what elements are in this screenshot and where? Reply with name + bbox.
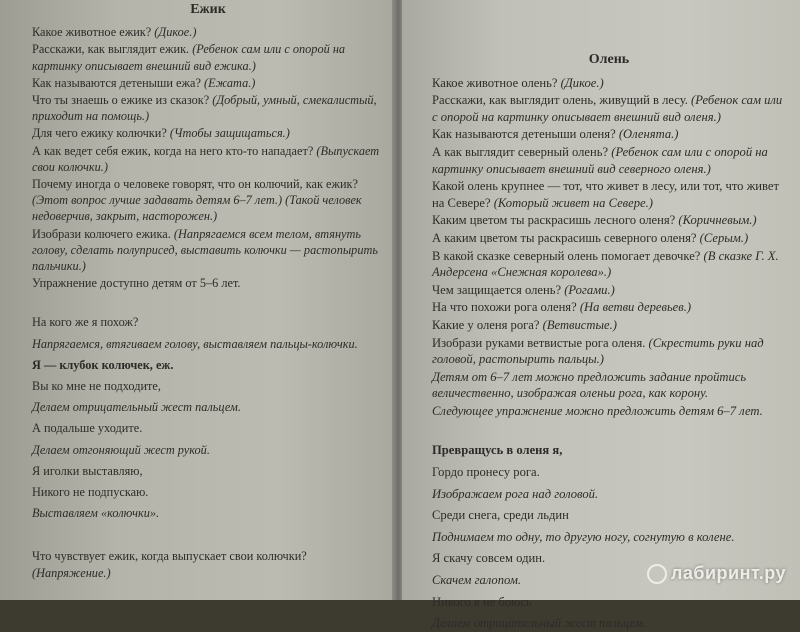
italic-text: Делаем отрицательный жест пальцем. bbox=[432, 616, 646, 631]
italic-text: (Дикое.) bbox=[560, 75, 604, 90]
question-text: Я скачу совсем один. bbox=[432, 551, 546, 566]
italic-text: (Этот вопрос лучше задавать детям 6–7 лет.) (Такой человек недоверчив, закрыт, насторожен.) bbox=[32, 193, 362, 224]
question-text: А как ведет себя ежик, когда на него кто-то нападает? bbox=[32, 143, 317, 158]
italic-text: (Который живет на Севере.) bbox=[493, 195, 653, 210]
italic-text: (Чтобы защищаться.) bbox=[169, 126, 290, 141]
question-text: А каким цветом ты раскрасишь северного оленя? bbox=[432, 230, 700, 245]
question-text: Изобрази колючего ежика. bbox=[32, 226, 174, 241]
text-line bbox=[32, 125, 384, 141]
question-text: Как называются детеныши ежа? bbox=[32, 75, 205, 90]
right-page bbox=[402, 0, 800, 631]
italic-text: Изображаем рога над головой. bbox=[432, 486, 599, 501]
left-page bbox=[0, 0, 396, 600]
text-line bbox=[32, 176, 384, 225]
text-line bbox=[432, 486, 786, 503]
text-line bbox=[32, 463, 384, 479]
italic-text: (Скрестить руки над головой, растопырить пальцы.) bbox=[432, 335, 764, 367]
question-text: На кого же я похож? bbox=[32, 315, 139, 330]
question-text: Я иголки выставляю, bbox=[32, 463, 143, 478]
italic-text: (На ветви деревьев.) bbox=[579, 300, 692, 315]
question-text: Каким цветом ты раскрасишь лесного оленя? bbox=[432, 213, 679, 228]
text-line bbox=[432, 75, 786, 92]
italic-text: (Выпускает свои колючки.) bbox=[32, 143, 380, 174]
text-line bbox=[32, 505, 384, 521]
question-text: Что чувствует ежик, когда выпускает свои колючки? bbox=[32, 549, 307, 564]
text-line bbox=[432, 529, 786, 546]
question-text: Гордо пронесу рога. bbox=[432, 465, 540, 480]
question-text: Вы ко мне не подходите, bbox=[32, 379, 161, 394]
text-line bbox=[432, 92, 786, 125]
italic-text: Делаем отрицательный жест пальцем. bbox=[32, 400, 241, 415]
text-line bbox=[32, 484, 384, 500]
italic-text: (Ребенок сам или с опорой на картинку описывает внешний вид оленя.) bbox=[432, 93, 783, 124]
question-text: Какие у оленя рога? bbox=[432, 317, 543, 332]
text-line bbox=[32, 378, 384, 394]
page-title: Олень bbox=[588, 52, 630, 67]
text-line bbox=[432, 369, 786, 402]
text-line bbox=[432, 299, 786, 316]
text-line bbox=[432, 126, 786, 143]
text-line bbox=[32, 336, 384, 352]
text-line bbox=[32, 357, 384, 373]
question-text: Как называются детеныши оленя? bbox=[432, 127, 619, 142]
question-text: А как выглядит северный олень? bbox=[432, 144, 612, 159]
italic-text: (Ребенок сам или с опорой на картинку описывает внешний вид северного оленя.) bbox=[432, 144, 768, 176]
text-line bbox=[32, 41, 384, 73]
text-line bbox=[432, 144, 786, 177]
question-text: Чем защищается олень? bbox=[432, 282, 565, 297]
text-line bbox=[432, 335, 786, 368]
italic-text: (Ежата.) bbox=[204, 75, 256, 90]
question-text: На что похожи рога оленя? bbox=[432, 300, 580, 315]
dialogue-block bbox=[32, 24, 384, 291]
italic-text: Напрягаемся, втягиваем голову, выставляем пальцы-колючки. bbox=[32, 336, 358, 351]
text-line bbox=[32, 275, 384, 291]
text-line bbox=[32, 92, 384, 124]
text-line bbox=[32, 420, 384, 436]
italic-text: Скачем галопом. bbox=[432, 573, 522, 588]
italic-text: Поднимаем то одну, то другую ногу, согнутую в колене. bbox=[432, 529, 735, 544]
italic-text: (Ветвистые.) bbox=[542, 317, 617, 332]
text-line bbox=[432, 317, 786, 334]
text-line bbox=[432, 442, 786, 459]
italic-text: Выставляем «колючки». bbox=[32, 506, 160, 521]
question-text: Расскажи, как выглядит ежик. bbox=[32, 42, 193, 57]
labirint-logo-icon bbox=[647, 564, 667, 584]
question-text: Какое животное олень? bbox=[432, 75, 561, 90]
italic-text: (Ребенок сам или с опорой на картинку описывает внешний вид ежика.) bbox=[32, 42, 346, 73]
question-text: Какое животное ежик? bbox=[32, 25, 155, 40]
question-text: А подальше уходите. bbox=[32, 421, 143, 436]
question-text: Изобрази руками ветвистые рога оленя. bbox=[432, 335, 649, 350]
italic-text: Следующее упражнение можно предложить детям 6–7 лет. bbox=[432, 403, 763, 418]
text-line bbox=[32, 399, 384, 415]
page-title: Ежик bbox=[190, 2, 226, 17]
text-line bbox=[432, 212, 786, 229]
question-text: Никого я не боюсь bbox=[432, 594, 532, 609]
italic-text: (Оленята.) bbox=[618, 127, 679, 142]
text-line bbox=[32, 226, 384, 275]
question-text: Я — клубок колючек, еж. bbox=[32, 357, 174, 372]
text-line bbox=[432, 615, 786, 632]
text-line bbox=[432, 594, 786, 611]
question-text: Для чего ежику колючки? bbox=[32, 126, 170, 141]
italic-text: Делаем отгоняющий жест рукой. bbox=[32, 442, 210, 457]
final-question bbox=[32, 548, 384, 580]
italic-text: (Рогами.) bbox=[564, 282, 615, 297]
text-line bbox=[32, 314, 384, 330]
answer-text: (Напряжение.) bbox=[32, 565, 111, 580]
text-line bbox=[32, 24, 384, 40]
question-text: Расскажи, как выглядит олень, живущий в лесу. bbox=[432, 93, 692, 108]
text-line bbox=[432, 464, 786, 481]
text-line bbox=[432, 178, 786, 211]
watermark bbox=[647, 563, 786, 584]
italic-text: (Серым.) bbox=[699, 230, 749, 245]
italic-text: (Коричневым.) bbox=[678, 213, 757, 228]
watermark-text: лабиринт.ру bbox=[670, 563, 786, 583]
question-text: Превращусь в оленя я, bbox=[432, 443, 563, 458]
question-text: Среди снега, среди льдин bbox=[432, 508, 569, 523]
question-text: Какой олень крупнее — тот, что живет в лесу, или тот, что живет на Севере? bbox=[432, 179, 780, 210]
text-line bbox=[32, 75, 384, 91]
question-text: Что ты знаешь о ежике из сказок? bbox=[32, 93, 213, 108]
text-line bbox=[432, 230, 786, 247]
exercise-poem bbox=[32, 314, 384, 521]
exercise-poem bbox=[432, 442, 786, 631]
question-text: Почему иногда о человеке говорят, что он колючий, как ежик? bbox=[32, 177, 358, 192]
dialogue-block bbox=[432, 75, 786, 420]
text-line bbox=[432, 403, 786, 420]
question-text: В какой сказке северный олень помогает девочке? bbox=[432, 248, 704, 263]
question-text: Упражнение доступно детям от 5–6 лет. bbox=[32, 276, 241, 291]
italic-text: (Дикое.) bbox=[154, 25, 197, 40]
text-line bbox=[32, 143, 384, 175]
text-line bbox=[432, 507, 786, 524]
question-text: Никого не подпускаю. bbox=[32, 485, 149, 500]
italic-text: Детям от 6–7 лет можно предложить задание пройтись величественно, изображая оленьи рога, как корону. bbox=[432, 369, 747, 401]
italic-text: (Добрый, умный, смекалистый, приходит на помощь.) bbox=[32, 93, 377, 124]
text-line bbox=[32, 442, 384, 458]
italic-text: (Напрягаемся всем телом, втянуть голову, сделать полуприсед, выставить колючки — растопырить пальчики.) bbox=[32, 226, 378, 274]
text-line bbox=[432, 282, 786, 299]
italic-text: (В сказке Г. Х. Андерсена «Снежная королева».) bbox=[432, 248, 779, 280]
text-line bbox=[432, 248, 786, 281]
